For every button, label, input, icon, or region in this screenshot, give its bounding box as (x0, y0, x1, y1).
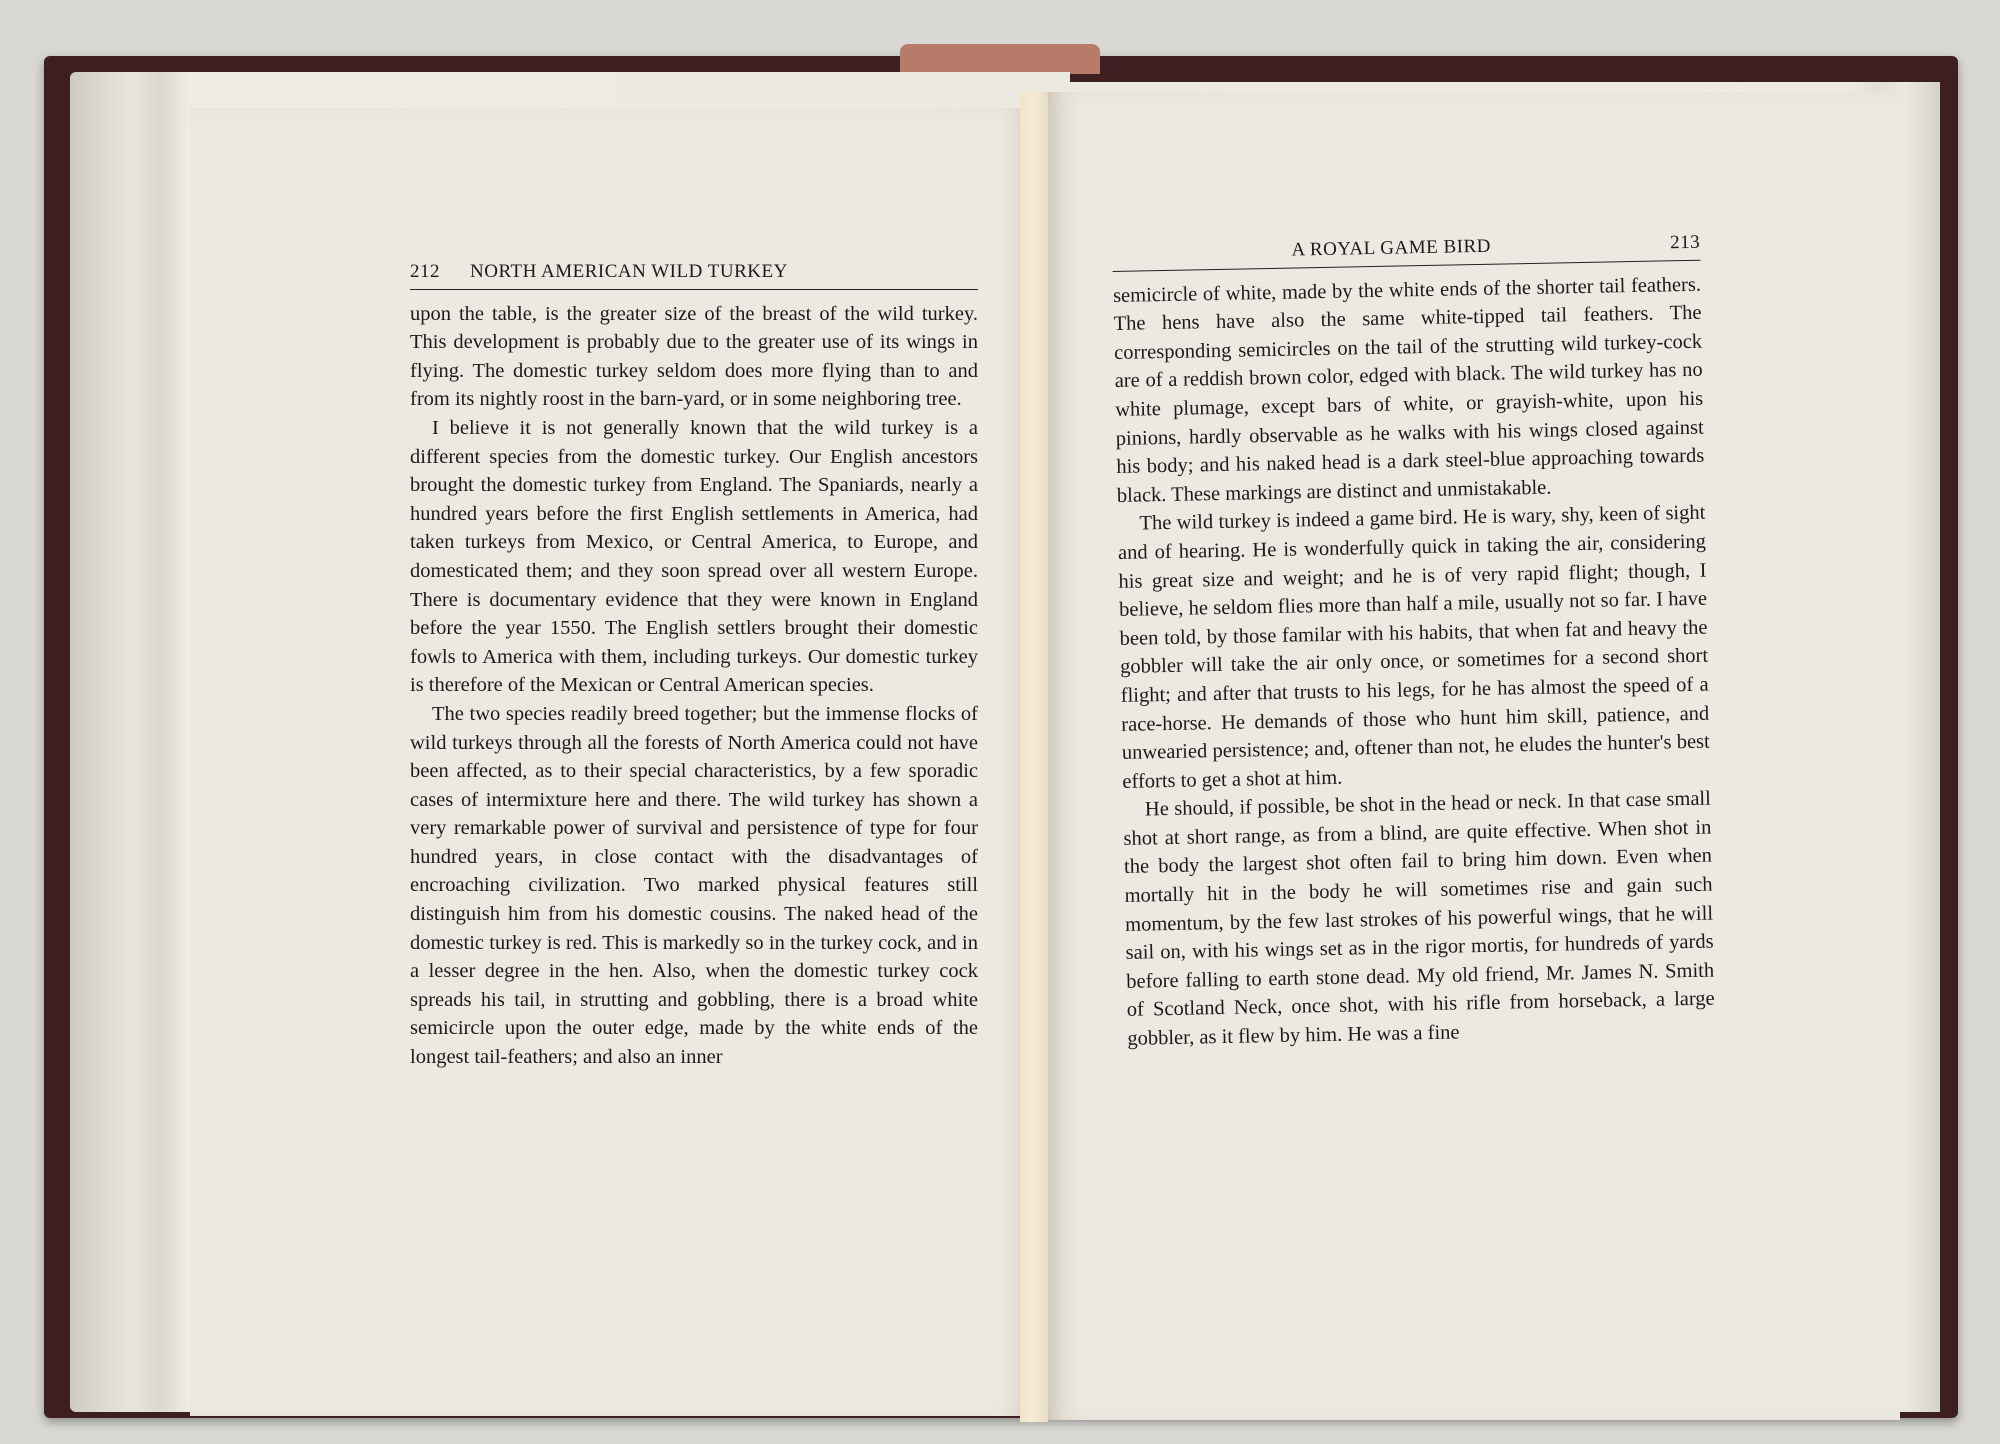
book-gutter (1020, 92, 1048, 1422)
left-running-head (410, 258, 978, 290)
left-page-text (410, 258, 978, 1072)
page-number: 212 (410, 261, 440, 282)
page-number: 213 (1669, 231, 1701, 254)
running-head-title: NORTH AMERICAN WILD TURKEY (470, 261, 788, 282)
paragraph: The two species readily breed together; but the immense flocks of wild turkeys through all the forests of North America could not have been affected, as to their special characteristics, by a few sporadic cases of intermixture here and there. The wild turkey has shown a very remarkable power of survival and persistence of type for four hundred years, in close contact with the disadvantages of encroaching civilization. Two marked physical features still distinguish him from his domestic cousins. The naked head of the domestic turkey is red. This is markedly so in the turkey cock, and in a lesser degree in the hen. Also, when the domestic turkey cock spreads his tail, in strutting and gobbling, there is a broad white semicircle upon the outer edge, made by the white ends of the longest tail-feathers; and also an inner (410, 702, 978, 1069)
paragraph: upon the table, is the greater size of the breast of the wild turkey. This development is probably due to the greater use of its wings in flying. The domestic turkey seldom does more flying than to and from its nightly roost in the barn-yard, or in some neighboring tree. (410, 302, 978, 411)
paragraph: I believe it is not generally known that the wild turkey is a different species from the domestic turkey. Our English ancestors brought the domestic turkey from England. The Spaniards, nearly a hundred years before the first English settlements in America, had taken turkeys from Mexico, or Central America, to Europe, and domesticated them; and they soon spread over all western Europe. There is documentary evidence that they were known in England before the year 1550. The English settlers brought their domestic fowls to America with them, including turkeys. Our domestic turkey is therefore of the Mexican or Central American species. (410, 416, 978, 697)
paragraph: He should, if possible, be shot in the head or neck. In that case small shot at short range, as from a blind, are quite effective. When shot in the body the largest shot often fail to bring him down. Even when mortally hit in the body he will sometimes rise and gain such momentum, by the few last strokes of his powerful wings, that he will sail on, with his wings set as in the rigor mortis, for hundreds of yards before falling to earth stone dead. My old friend, Mr. James N. Smith of Scotland Neck, once shot, with his rifle from horseback, a large gobbler, as it flew by him. He was a fine (1123, 787, 1715, 1050)
paragraph: semicircle of white, made by the white ends of the shorter tail feathers. The hens have also the same white-tipped tail feathers. The corresponding semicircles on the tail of the strutting wild turkey-cock are of a reddish brown color, edged with black. The wild turkey has no white plumage, except bars of white, or grayish-white, upon his pinions, hardly observable as he walks with his wings closed against his body; and his naked head is a dark steel-blue approaching towards black. These markings are distinct and unmistakable. (1112, 273, 1705, 507)
spine-headband (900, 44, 1100, 74)
right-page-text (1112, 229, 1716, 1054)
running-head-title: A ROYAL GAME BIRD (1291, 235, 1492, 261)
paragraph: The wild turkey is indeed a game bird. He is wary, shy, keen of sight and of hearing. He is wonderfully quick in taking the air, considering his great size and weight; and he is of very rapid flight; though, I believe, he seldom flies more than half a mile, usually not so far. I have been told, by those familar with his habits, that when fat and heavy the gobbler will take the air only once, or sometimes for a second short flight; and after that trusts to his legs, for he has almost the speed of a race-horse. He demands of those who hunt him skill, patience, and unwearied persistence; and, oftener than not, he eludes the hunter's best efforts to get a shot at him. (1117, 502, 1710, 793)
